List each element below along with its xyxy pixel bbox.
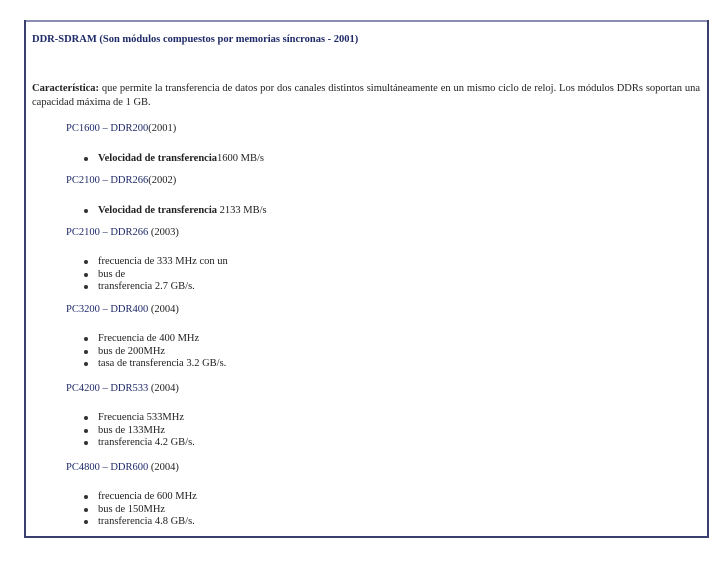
spec-item [80,425,195,438]
module-year: (2003) [148,227,179,238]
module-heading [66,462,179,473]
spec-item [80,516,197,529]
module-ddr: DDR266 [110,175,149,186]
spec-item [80,256,228,269]
spec-item [80,205,267,218]
spec-item [80,437,195,450]
module-separator: – [99,227,111,238]
spec-item [80,281,228,294]
module-separator: – [99,175,111,186]
module-year: (2004) [148,304,179,315]
module-year: (2002) [148,175,177,186]
description-text: que permite la transferencia de datos por dos canales distintos simultáneamente en un mismo ciclo de reloj. Los módulos DDRs soportan una capacidad máxima de 1 GB. [32,83,700,108]
bullet-icon [84,350,88,354]
module-separator: – [99,304,111,315]
page-title: DDR-SDRAM (Son módulos compuestos por memorias síncronas - 2001) [32,34,359,45]
module-separator: – [99,383,111,394]
bullet-icon [84,209,88,213]
module-heading [66,175,176,186]
bullet-icon [84,429,88,433]
module-pc: PC2100 [66,175,100,186]
spec-value: bus de [98,268,126,280]
module-ddr: DDR266 [110,227,149,238]
spec-item [80,358,226,371]
bullet-icon [84,495,88,499]
spec-item [80,153,264,166]
spec-item [80,269,228,282]
spec-value: 2133 MB/s [217,205,267,216]
bullet-icon [84,337,88,341]
module-separator: – [99,123,111,134]
spec-list [80,412,195,450]
spec-value: 1600 MB/s [217,153,264,164]
bullet-icon [84,508,88,512]
module-pc: PC2100 [66,227,100,238]
module-pc: PC4200 [66,383,100,394]
module-year: (2004) [148,462,179,473]
bullet-icon [84,273,88,277]
spec-value: bus de 200MHz [98,345,166,357]
spec-value: bus de 133MHz [98,424,166,436]
spec-value: transferencia 2.7 GB/s. [98,281,195,292]
spec-item [80,504,197,517]
spec-list [80,205,267,218]
bullet-icon [84,362,88,366]
bullet-icon [84,260,88,264]
spec-value: Frecuencia 533MHz [98,412,185,423]
spec-value: transferencia 4.8 GB/s. [98,516,195,527]
module-ddr: DDR400 [110,304,149,315]
spec-label: Velocidad de transferencia [98,205,217,216]
spec-item [80,491,197,504]
module-heading [66,123,176,134]
bullet-icon [84,520,88,524]
module-year: (2001) [148,123,177,134]
spec-item [80,333,226,346]
module-heading [66,383,179,394]
bullet-icon [84,416,88,420]
module-separator: – [99,462,111,473]
module-pc: PC3200 [66,304,100,315]
module-ddr: DDR533 [110,383,149,394]
spec-list [80,153,264,166]
spec-list [80,256,228,294]
bullet-icon [84,285,88,289]
spec-list [80,333,226,371]
module-ddr: DDR600 [110,462,149,473]
module-year: (2004) [148,383,179,394]
spec-item [80,412,195,425]
module-pc: PC1600 [66,123,100,134]
spec-value: Frecuencia de 400 MHz [98,333,200,344]
description-label: Característica: [32,83,100,94]
spec-value: frecuencia de 600 MHz [98,491,197,502]
spec-label: Velocidad de transferencia [98,153,217,164]
module-heading [66,227,179,238]
spec-value: tasa de transferencia 3.2 GB/s. [98,358,227,369]
spec-list [80,491,197,529]
description-paragraph [32,82,700,110]
spec-value: bus de 150MHz [98,503,166,515]
bullet-icon [84,441,88,445]
spec-value: frecuencia de 333 MHz con un [98,256,228,267]
bullet-icon [84,157,88,161]
module-pc: PC4800 [66,462,100,473]
spec-value: transferencia 4.2 GB/s. [98,437,195,448]
spec-item [80,346,226,359]
module-heading [66,304,179,315]
module-ddr: DDR200 [110,123,149,134]
